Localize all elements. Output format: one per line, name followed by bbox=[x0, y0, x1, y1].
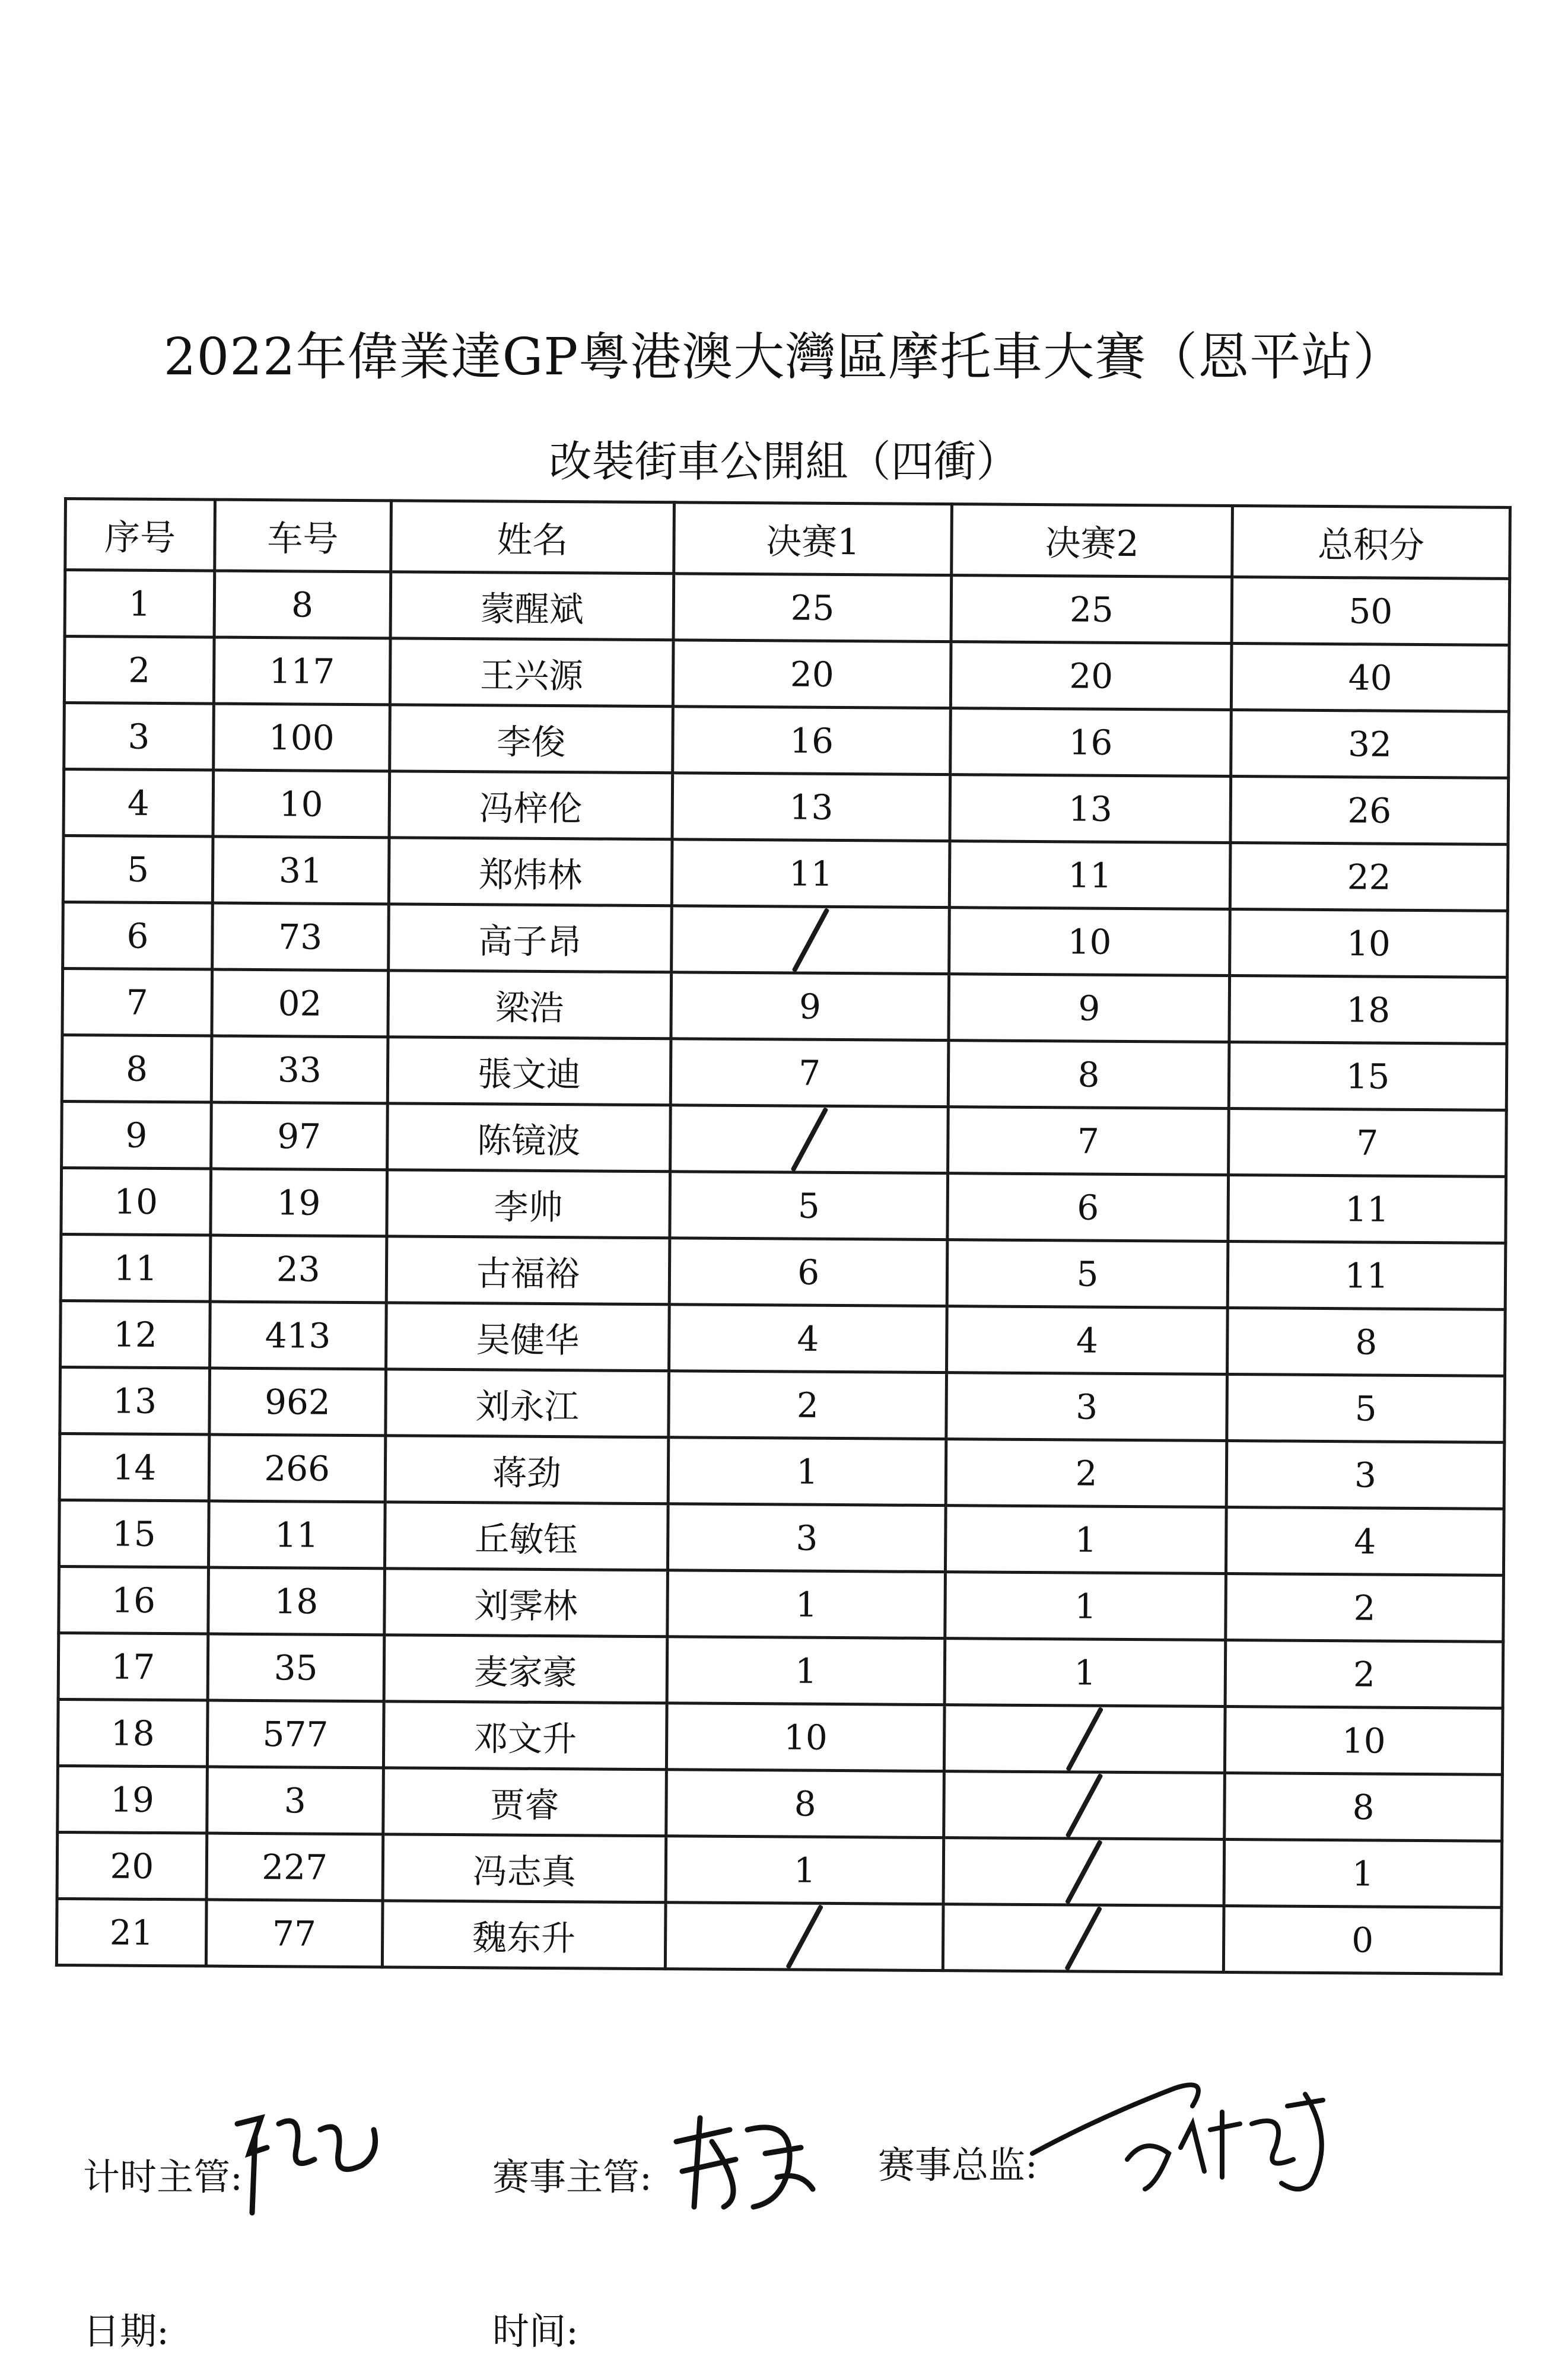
cell-total-points: 8 bbox=[1227, 1308, 1505, 1376]
cell-bike-number: 33 bbox=[211, 1036, 387, 1103]
cell-total-points: 8 bbox=[1224, 1773, 1503, 1841]
cell-final-2: 6 bbox=[947, 1173, 1229, 1242]
table-row bbox=[56, 1898, 1502, 1974]
cell-final-2 bbox=[944, 1771, 1225, 1840]
cell-name: 梁浩 bbox=[388, 971, 672, 1039]
header-bike-number: 车号 bbox=[215, 500, 391, 572]
no-result-slash-mark bbox=[791, 907, 829, 972]
cell-final-1: 16 bbox=[673, 707, 951, 775]
cell-final-1: 13 bbox=[672, 773, 950, 841]
cell-final-1: 2 bbox=[669, 1371, 947, 1439]
cell-final-1 bbox=[672, 906, 950, 974]
cell-bike-number: 8 bbox=[214, 571, 390, 638]
cell-name: 刘霁林 bbox=[384, 1569, 667, 1637]
table-row bbox=[63, 902, 1508, 978]
table-row bbox=[61, 1300, 1506, 1376]
cell-total-points: 5 bbox=[1227, 1375, 1505, 1443]
cell-final-2: 8 bbox=[948, 1041, 1229, 1109]
cell-bike-number: 3 bbox=[207, 1767, 383, 1834]
cell-final-1: 7 bbox=[670, 1039, 949, 1107]
cell-final-2: 7 bbox=[948, 1107, 1229, 1175]
cell-seq: 11 bbox=[61, 1234, 211, 1302]
time-label: 时间: bbox=[492, 2310, 578, 2353]
cell-seq: 2 bbox=[64, 637, 214, 704]
cell-final-1: 1 bbox=[668, 1437, 946, 1506]
cell-total-points: 10 bbox=[1224, 1706, 1503, 1774]
cell-total-points: 22 bbox=[1230, 843, 1508, 911]
cell-final-2: 9 bbox=[949, 974, 1230, 1042]
cell-final-2: 20 bbox=[950, 642, 1232, 710]
table-row bbox=[59, 1433, 1505, 1509]
cell-seq: 7 bbox=[62, 969, 212, 1036]
cell-final-2: 1 bbox=[946, 1506, 1227, 1574]
cell-seq: 1 bbox=[65, 570, 215, 638]
cell-total-points: 4 bbox=[1226, 1507, 1504, 1575]
header-final-2: 决赛2 bbox=[952, 504, 1233, 577]
cell-bike-number: 77 bbox=[206, 1900, 382, 1967]
cell-total-points: 32 bbox=[1231, 710, 1509, 778]
table-row bbox=[65, 570, 1510, 645]
cell-bike-number: 19 bbox=[211, 1169, 387, 1236]
cell-bike-number: 35 bbox=[208, 1634, 384, 1701]
association-emblem-icon bbox=[243, 68, 498, 264]
cell-final-1: 10 bbox=[667, 1703, 945, 1771]
table-row bbox=[58, 1766, 1503, 1841]
cell-final-1: 5 bbox=[670, 1172, 948, 1240]
cell-final-2: 11 bbox=[949, 841, 1230, 909]
cell-final-2: 10 bbox=[949, 908, 1230, 976]
table-row bbox=[58, 1633, 1503, 1708]
no-result-slash-mark bbox=[785, 1904, 823, 1968]
cell-seq: 14 bbox=[59, 1433, 209, 1501]
cell-final-2 bbox=[943, 1904, 1224, 1973]
cell-name: 蒙醒斌 bbox=[390, 572, 674, 640]
cell-total-points: 40 bbox=[1231, 644, 1509, 712]
cell-final-2: 13 bbox=[950, 775, 1231, 843]
race-director-label: 赛事总监: bbox=[878, 2143, 1038, 2187]
cell-final-1: 9 bbox=[671, 972, 949, 1041]
table-row bbox=[64, 637, 1509, 712]
table-row bbox=[63, 769, 1509, 845]
category-subtitle: 改裝街車公開組（四衝） bbox=[549, 437, 1019, 486]
cell-name: 邓文升 bbox=[383, 1701, 667, 1770]
weiyeda-brand-logo-icon bbox=[552, 131, 742, 234]
cell-final-2 bbox=[944, 1705, 1226, 1773]
cell-name: 古福裕 bbox=[386, 1236, 670, 1305]
cell-total-points: 1 bbox=[1224, 1839, 1502, 1907]
no-result-slash-mark bbox=[790, 1106, 828, 1171]
cell-seq: 18 bbox=[58, 1699, 208, 1767]
cell-final-1: 1 bbox=[667, 1570, 946, 1639]
cell-seq: 6 bbox=[63, 902, 213, 970]
cell-name: 蒋劲 bbox=[385, 1436, 669, 1504]
cell-name: 高子昂 bbox=[388, 904, 672, 972]
cell-total-points: 18 bbox=[1229, 976, 1507, 1044]
cell-bike-number: 31 bbox=[212, 836, 389, 904]
header-logos bbox=[0, 53, 1568, 267]
timing-supervisor-signature bbox=[225, 2100, 397, 2219]
cell-bike-number: 100 bbox=[214, 704, 390, 771]
table-row bbox=[59, 1500, 1504, 1575]
cell-final-1: 11 bbox=[672, 839, 950, 908]
header-name: 姓名 bbox=[390, 501, 674, 574]
cell-seq: 9 bbox=[62, 1101, 212, 1169]
cell-bike-number: 117 bbox=[214, 637, 390, 705]
no-result-slash-mark bbox=[1066, 1773, 1103, 1837]
cell-final-1: 1 bbox=[666, 1836, 944, 1904]
cell-seq: 15 bbox=[59, 1500, 209, 1567]
cell-seq: 19 bbox=[58, 1766, 208, 1833]
table-row bbox=[57, 1832, 1502, 1907]
cell-final-2 bbox=[943, 1838, 1224, 1906]
cell-seq: 8 bbox=[62, 1035, 212, 1102]
timing-supervisor-label: 计时主管: bbox=[83, 2155, 243, 2199]
cell-total-points: 26 bbox=[1230, 777, 1509, 845]
cell-seq: 16 bbox=[59, 1566, 209, 1634]
race-director-signature bbox=[1026, 2070, 1359, 2207]
cell-final-2: 3 bbox=[946, 1373, 1227, 1441]
cell-name: 冯志真 bbox=[383, 1834, 666, 1903]
cell-final-2: 5 bbox=[947, 1240, 1228, 1308]
race-supervisor-signature bbox=[659, 2106, 831, 2219]
cell-name: 刘永江 bbox=[385, 1369, 669, 1437]
cell-seq: 21 bbox=[56, 1898, 206, 1966]
table-row bbox=[64, 703, 1509, 778]
cell-bike-number: 266 bbox=[209, 1434, 385, 1502]
cell-final-2: 16 bbox=[950, 708, 1232, 777]
cell-bike-number: 962 bbox=[209, 1368, 386, 1436]
cell-name: 李俊 bbox=[389, 705, 673, 773]
cell-total-points: 15 bbox=[1229, 1042, 1507, 1111]
cell-final-1: 4 bbox=[669, 1305, 947, 1373]
cell-name: 王兴源 bbox=[390, 638, 673, 707]
cell-name: 李帅 bbox=[386, 1170, 670, 1238]
cell-bike-number: 18 bbox=[208, 1567, 384, 1635]
cell-final-2: 2 bbox=[946, 1439, 1227, 1507]
cell-final-1: 1 bbox=[667, 1637, 945, 1705]
cell-final-1: 3 bbox=[668, 1504, 946, 1572]
wyd-brand-logo-icon bbox=[1009, 110, 1293, 276]
table-row bbox=[63, 836, 1508, 911]
header-final-1: 决赛1 bbox=[674, 502, 952, 575]
cell-seq: 10 bbox=[61, 1168, 211, 1235]
cell-final-1: 20 bbox=[673, 640, 952, 708]
cell-name: 冯梓伦 bbox=[389, 771, 673, 839]
table-row bbox=[60, 1367, 1505, 1442]
cell-name: 贾睿 bbox=[383, 1768, 666, 1836]
signature-row bbox=[0, 2088, 1568, 2219]
cell-name: 麦家豪 bbox=[384, 1635, 667, 1703]
cell-total-points: 11 bbox=[1227, 1242, 1506, 1310]
cell-bike-number: 73 bbox=[212, 903, 389, 971]
cell-total-points: 2 bbox=[1226, 1573, 1504, 1642]
cell-bike-number: 11 bbox=[208, 1501, 384, 1569]
table-row bbox=[58, 1699, 1503, 1774]
cell-total-points: 10 bbox=[1230, 909, 1508, 978]
header-total-points: 总积分 bbox=[1232, 506, 1510, 579]
cell-bike-number: 577 bbox=[207, 1700, 383, 1768]
cell-seq: 3 bbox=[64, 703, 214, 771]
cell-name: 張文迪 bbox=[387, 1037, 671, 1105]
cell-seq: 17 bbox=[58, 1633, 208, 1700]
cell-final-1 bbox=[670, 1105, 949, 1173]
table-row bbox=[61, 1234, 1506, 1309]
cell-seq: 13 bbox=[60, 1367, 210, 1434]
cell-bike-number: 10 bbox=[213, 770, 389, 838]
cell-name: 郑炜林 bbox=[389, 838, 672, 906]
race-supervisor-label: 赛事主管: bbox=[492, 2155, 652, 2199]
cell-final-1: 25 bbox=[673, 574, 952, 642]
no-result-slash-mark bbox=[1066, 1706, 1103, 1771]
cell-name: 丘敏钰 bbox=[384, 1502, 668, 1570]
table-row bbox=[59, 1566, 1504, 1642]
table-row bbox=[61, 1168, 1506, 1243]
table-row bbox=[62, 969, 1507, 1044]
cell-final-2: 4 bbox=[947, 1306, 1228, 1375]
no-result-slash-mark bbox=[1064, 1906, 1102, 1970]
no-result-slash-mark bbox=[1065, 1839, 1103, 1904]
cell-final-2: 1 bbox=[944, 1639, 1226, 1707]
cell-bike-number: 23 bbox=[210, 1235, 386, 1303]
cell-seq: 12 bbox=[61, 1300, 211, 1368]
cell-seq: 4 bbox=[63, 769, 214, 837]
table-row bbox=[62, 1035, 1507, 1110]
document-title: 2022年偉業達GP粵港澳大灣區摩托車大賽（恩平站） bbox=[163, 327, 1405, 387]
cell-bike-number: 413 bbox=[209, 1302, 386, 1369]
cell-bike-number: 97 bbox=[211, 1102, 387, 1170]
cell-total-points: 7 bbox=[1229, 1109, 1507, 1177]
results-table bbox=[55, 497, 1512, 1976]
cell-final-1: 6 bbox=[669, 1238, 947, 1306]
cell-name: 陈镜波 bbox=[387, 1103, 670, 1172]
cell-total-points: 50 bbox=[1232, 577, 1510, 645]
cell-total-points: 3 bbox=[1226, 1441, 1505, 1509]
cell-final-1 bbox=[666, 1903, 944, 1971]
header-seq: 序号 bbox=[65, 499, 215, 571]
cell-final-1: 8 bbox=[666, 1770, 944, 1838]
cell-seq: 5 bbox=[63, 836, 213, 904]
table-header-row bbox=[65, 499, 1510, 579]
table-row bbox=[62, 1101, 1507, 1176]
cell-bike-number: 227 bbox=[206, 1833, 383, 1901]
date-label: 日期: bbox=[83, 2310, 169, 2353]
cell-total-points: 2 bbox=[1225, 1640, 1503, 1708]
gp-logo-icon bbox=[753, 131, 973, 234]
cell-name: 吴健华 bbox=[386, 1303, 669, 1371]
cell-final-2: 25 bbox=[951, 575, 1232, 644]
cell-bike-number: 02 bbox=[212, 969, 388, 1037]
cell-total-points: 11 bbox=[1228, 1175, 1506, 1243]
cell-seq: 20 bbox=[57, 1832, 207, 1900]
cell-final-2: 1 bbox=[945, 1572, 1226, 1640]
cell-name: 魏东升 bbox=[382, 1901, 666, 1969]
cell-total-points: 0 bbox=[1223, 1906, 1502, 1974]
